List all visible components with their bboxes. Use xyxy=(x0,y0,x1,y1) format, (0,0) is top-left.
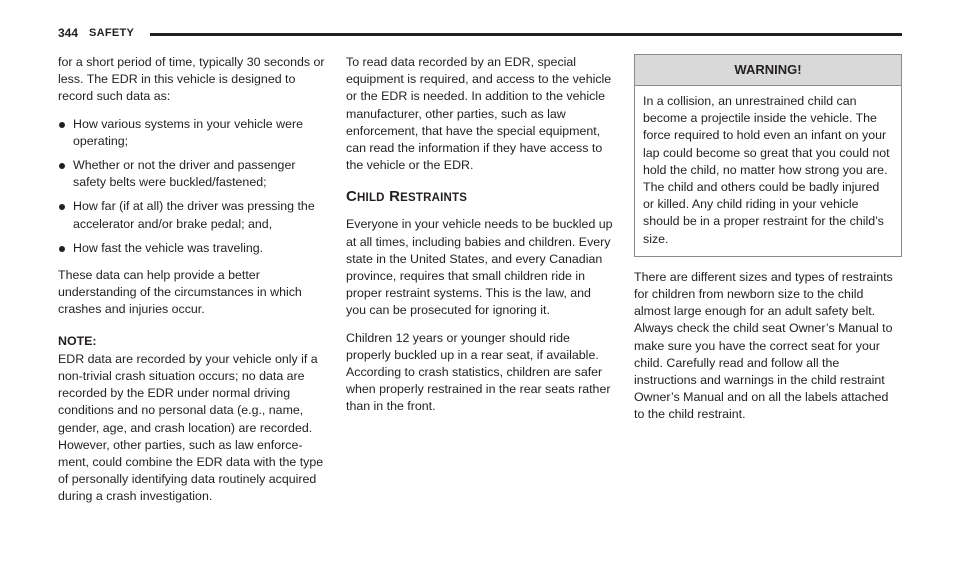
note-label: NOTE: xyxy=(58,333,97,348)
edr-data-list xyxy=(58,116,326,257)
buckle-up-paragraph: Everyone in your vehicle needs to be buckled up at all times, including babies and children. Every state in the United States, and every Canadian province, requires that small children ride in proper restraint systems. This is the law, and you can be prosecuted for ignoring it. xyxy=(346,217,613,318)
warning-title: WARNING! xyxy=(635,55,901,86)
page-header xyxy=(58,26,902,46)
section-heading-child-restraints: CHILD RESTRAINTS xyxy=(346,188,468,206)
header-rule xyxy=(150,33,902,36)
note-text: EDR data are recorded by your vehicle only if a non-trivial crash situation occurs; no data are recorded by the EDR under normal driving conditions and no personal data (e.g., name, gender, age, and crash location) are recorded. However, other parties, such as law enforce-ment, could combine the EDR data with the type of personally identifying data routinely acquired during a crash investigation. xyxy=(58,351,324,504)
column-middle xyxy=(346,54,614,426)
warning-text: In a collision, an unrestrained child can become a projectile inside the vehicle. The force required to hold even an infant on your lap could become so great that you could not hold the child, no matter how strong you are. The child and others could be badly injured or killed. Any child riding in your vehicle should be in a proper restraint for the child’s size. xyxy=(643,94,890,246)
list-item: How far (if at all) the driver was pressing the accelerator and/or brake pedal; and, xyxy=(58,198,326,232)
warning-box xyxy=(634,54,902,257)
bullet-icon xyxy=(59,246,65,252)
intro-paragraph: for a short period of time, typically 30 seconds or less. The EDR in this vehicle is designed to record such data as: xyxy=(58,55,325,104)
list-item: How various systems in your vehicle were operating; xyxy=(58,116,326,150)
bullet-icon xyxy=(59,204,65,210)
column-right xyxy=(634,54,902,434)
column-left xyxy=(58,54,326,516)
restraint-types-paragraph: There are different sizes and types of restraints for children from newborn size to the child almost large enough for an adult safety belt. Always check the child seat Owner’s Manual to make sure you have the correct seat for your child. Carefully read and follow all the instructions and warnings in the child restraint Owner’s Manual and on all the labels attached to the child restraint. xyxy=(634,269,893,422)
rear-seat-paragraph: Children 12 years or younger should ride properly buckled up in a rear seat, if available. According to crash statistics, children are safer when properly restrained in the rear seats rather than in the front. xyxy=(346,330,611,414)
page-number: 344 xyxy=(58,26,79,40)
understanding-paragraph: These data can help provide a better understanding of the circumstances in which crashes and injuries occur. xyxy=(58,268,302,317)
bullet-icon xyxy=(59,122,65,128)
list-item: Whether or not the driver and passenger safety belts were buckled/fastened; xyxy=(58,157,326,191)
bullet-icon xyxy=(59,163,65,169)
section-title: SAFETY xyxy=(89,27,135,39)
edr-access-paragraph: To read data recorded by an EDR, special equipment is required, and access to the vehicle or the EDR is needed. In addition to the vehicle manufacturer, other parties, such as law enforcement, that have the special equipment, can read the information if they have access to the vehicle or the EDR. xyxy=(346,55,612,173)
list-item: How fast the vehicle was traveling. xyxy=(58,240,326,257)
